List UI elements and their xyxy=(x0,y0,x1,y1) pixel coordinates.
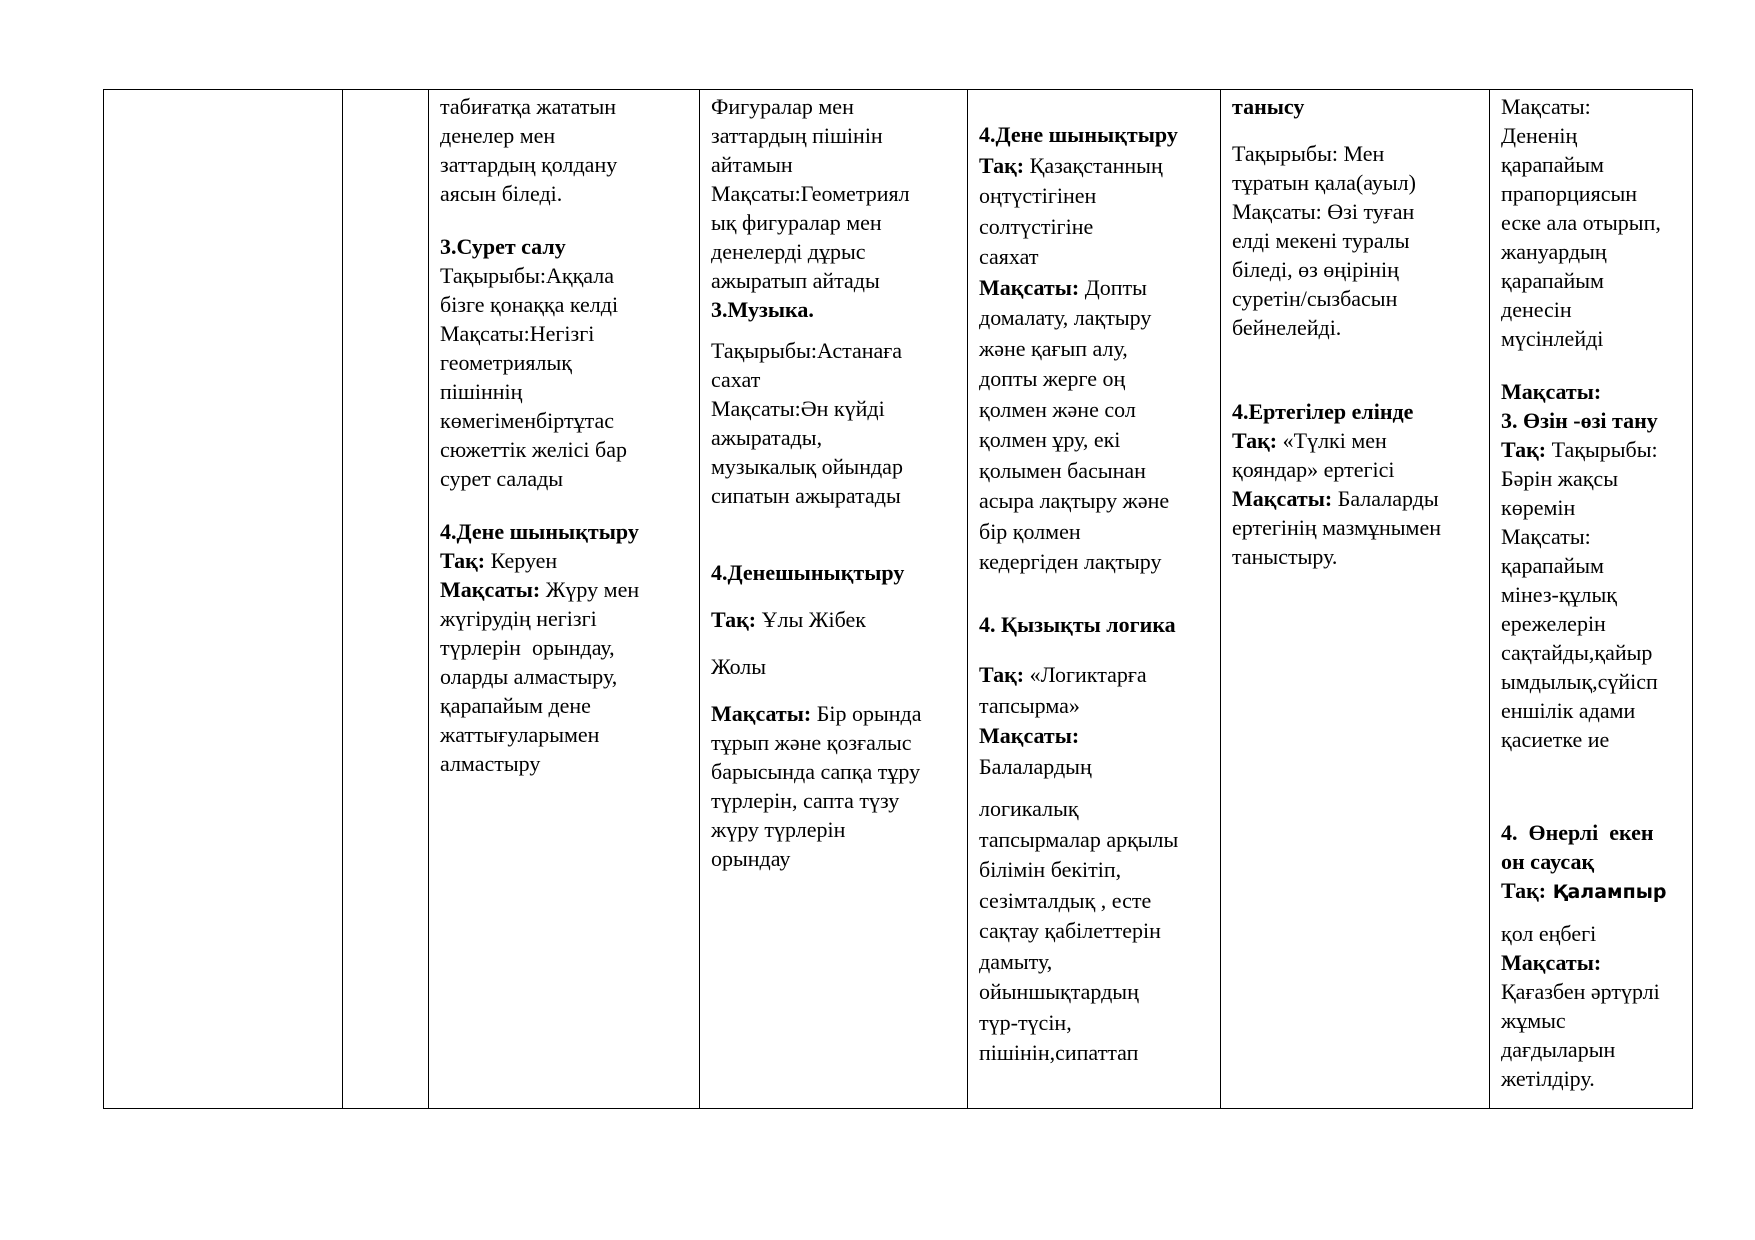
logic-goal-lines xyxy=(979,794,1210,1069)
music-lines xyxy=(711,336,957,510)
text-line: бейнелейді. xyxy=(1232,315,1342,340)
text-line: жетілдіру. xyxy=(1501,1066,1595,1091)
text-line: сипатын ажыратады xyxy=(711,483,901,508)
text-line: Мақсаты: Өзі туған xyxy=(1232,199,1415,224)
text-line: Бәрін жақсы xyxy=(1501,466,1618,491)
text-line: бір қолмен xyxy=(979,518,1081,544)
craft-heading-2: он саусақ xyxy=(1501,849,1595,874)
logic-goal-first: Балалардың xyxy=(979,753,1092,779)
tale-topic-cont: қояндар» ертегісі xyxy=(1232,457,1395,482)
pe-topic-cont: Жолы xyxy=(711,654,767,679)
craft-goal-label: Мақсаты: xyxy=(1501,950,1602,975)
craft-topic-cont: қол еңбегі xyxy=(1501,921,1597,946)
text-line: біледі, өз өңірінің xyxy=(1232,257,1399,282)
text-line: саяхат xyxy=(979,244,1039,269)
table-col-2 xyxy=(343,90,429,1108)
craft-goal-lines xyxy=(1501,977,1684,1093)
text-line: Тақырыбы:Аққала xyxy=(440,263,614,288)
logic-topic-cont: тапсырма» xyxy=(979,692,1080,718)
text-line: көмегіменбіртұтас xyxy=(440,408,615,433)
tale-topic: Тақ: «Түлкі мен xyxy=(1232,428,1387,453)
text-line: дамыту, xyxy=(979,948,1053,974)
text-line: қарапайым xyxy=(1501,152,1604,177)
text-line: жүгірудің негізгі xyxy=(440,606,597,631)
text-line: Мақсаты: xyxy=(1501,94,1591,119)
text-line: елді мекені туралы xyxy=(1232,228,1410,253)
text-line: Мақсаты:Геометриял xyxy=(711,181,910,206)
pe-goal: Мақсаты: Бір орында xyxy=(711,701,922,726)
text-line: денелер мен xyxy=(440,123,556,148)
text-line: заттардың қолдану xyxy=(440,152,618,177)
intro-lines xyxy=(1232,139,1479,342)
text-line: сурет салады xyxy=(440,466,564,491)
text-line: табиғатқа жататын xyxy=(440,94,617,119)
text-line: аясын біледі. xyxy=(440,181,563,206)
text-line: оңтүстігінен xyxy=(979,183,1097,208)
text-line: дағдыларын xyxy=(1501,1037,1616,1062)
text-line: көремін xyxy=(1501,495,1576,520)
text-line: домалату, лақтыру xyxy=(979,305,1152,330)
text-line: Мақсаты:Ән күйді xyxy=(711,396,885,421)
text-line: барысында сапқа тұру xyxy=(711,759,921,784)
pe-goal: Мақсаты: Допты xyxy=(979,274,1147,300)
tale-goal-lines xyxy=(1232,513,1479,571)
text-line: таныстыру. xyxy=(1232,544,1338,569)
craft-heading-1: 4. Өнерлі екен xyxy=(1501,820,1654,845)
text-line: қарапайым xyxy=(1501,268,1604,293)
pe-heading: 4.Дене шынықтыру xyxy=(979,122,1178,147)
text-line: қарапайым дене xyxy=(440,693,591,718)
logic-heading: 4. Қызықты логика xyxy=(979,611,1176,637)
table-col-1 xyxy=(104,90,343,1108)
text-line: пішіннің xyxy=(440,379,523,404)
text-line: тұратын қала(ауыл) xyxy=(1232,170,1416,195)
music-heading: 3.Музыка. xyxy=(711,297,814,322)
text-line: түрлерін, сапта түзу xyxy=(711,788,900,813)
tale-goal: Мақсаты: Балаларды xyxy=(1232,486,1439,511)
pe-topic: Тақ: Ұлы Жібек xyxy=(711,607,866,632)
pe-topic-lines xyxy=(979,181,1210,273)
text-line: ойыншықтардың xyxy=(979,979,1139,1004)
text-line: түр-түсін, xyxy=(979,1009,1072,1035)
text-line: допты жерге оң xyxy=(979,366,1126,391)
col3-intro xyxy=(440,92,689,208)
text-line: асыра лақтыру және xyxy=(979,488,1170,513)
text-line: Қағазбен әртүрлі xyxy=(1501,979,1660,1004)
text-line: пішінін,сипаттап xyxy=(979,1040,1139,1065)
text-line: суретін/сызбасын xyxy=(1232,286,1398,311)
draw-lines xyxy=(440,261,689,493)
text-line: логикалық xyxy=(979,796,1079,821)
text-line: геометриялық xyxy=(440,350,572,375)
self-lines xyxy=(1501,464,1684,754)
text-line: тұрып және қозғалыс xyxy=(711,730,912,755)
text-line: музыкалық ойындар xyxy=(711,454,903,479)
text-line: қолмен және сол xyxy=(979,396,1136,422)
text-line: және қағып алу, xyxy=(979,335,1128,361)
self-topic: Тақ: Тақырыбы: xyxy=(1501,437,1658,462)
pe-topic: Тақ: Керуен xyxy=(440,548,558,573)
text-line: Фигуралар мен xyxy=(711,94,854,119)
text-line: ымдылық,сүйісп xyxy=(1501,669,1658,694)
text-line: мінез-құлық xyxy=(1501,582,1617,607)
text-line: заттардың пішінін xyxy=(711,123,883,148)
tale-heading: 4.Ертегілер елінде xyxy=(1232,399,1414,424)
text-line: Мақсаты:Негізгі xyxy=(440,321,595,346)
text-line: денесін xyxy=(1501,297,1572,322)
text-line: Мақсаты: xyxy=(1501,524,1591,549)
text-line: сақтау қабілеттерін xyxy=(979,918,1161,943)
text-line: жаттығуларымен xyxy=(440,722,600,747)
intro-lines xyxy=(1501,92,1684,353)
text-line: орындау xyxy=(711,846,791,871)
intro-heading: танысу xyxy=(1232,94,1305,119)
text-line: қарапайым xyxy=(1501,553,1604,578)
text-line: білімін бекітіп, xyxy=(979,857,1122,882)
pe-goal-lines xyxy=(979,303,1210,578)
text-line: оларды алмастыру, xyxy=(440,664,618,689)
text-line: ажыратады, xyxy=(711,425,823,450)
table-col-4 xyxy=(700,90,968,1108)
text-line: солтүстігіне xyxy=(979,213,1094,239)
text-line: бізге қонаққа келді xyxy=(440,292,619,317)
text-line: сақтайды,қайыр xyxy=(1501,640,1653,665)
text-line: мүсінлейді xyxy=(1501,326,1604,351)
pe-goal-lines xyxy=(711,728,957,873)
text-line: Дененің xyxy=(1501,123,1578,148)
self-heading: 3. Өзін -өзі тану xyxy=(1501,408,1658,433)
text-line: сюжеттік желісі бар xyxy=(440,437,627,462)
goal-heading: Мақсаты: xyxy=(1501,379,1602,404)
table-col-5 xyxy=(968,90,1221,1108)
text-line: Тақырыбы: Мен xyxy=(1232,141,1385,166)
text-line: тапсырмалар арқылы xyxy=(979,826,1179,852)
text-line: түрлерін орындау, xyxy=(440,635,615,660)
schedule-table xyxy=(103,89,1693,1109)
logic-goal-label: Мақсаты: xyxy=(979,723,1080,748)
col4-intro xyxy=(711,92,957,295)
text-line: ертегінің мазмұнымен xyxy=(1232,515,1441,540)
text-line: прапорциясын xyxy=(1501,181,1638,206)
text-line: сезімталдық , есте xyxy=(979,887,1152,913)
text-line: сахат xyxy=(711,367,761,392)
pe-heading: 4.Дене шынықтыру xyxy=(440,519,639,544)
text-line: жануардың xyxy=(1501,239,1607,264)
text-line: қолымен басынан xyxy=(979,457,1146,483)
draw-heading: 3.Сурет салу xyxy=(440,234,566,259)
text-line: кедергіден лақтыру xyxy=(979,549,1162,574)
pe-heading: 4.Денешынықтыру xyxy=(711,560,905,585)
text-line: еске ала отырып, xyxy=(1501,210,1661,235)
text-line: қасиетке ие xyxy=(1501,727,1610,752)
table-col-7 xyxy=(1490,90,1694,1108)
text-line: ережелерін xyxy=(1501,611,1606,636)
pe-goal-lines xyxy=(440,604,689,778)
text-line: еншілік адами xyxy=(1501,698,1636,723)
text-line: айтамын xyxy=(711,152,793,177)
pe-topic: Тақ: Қазақстанның xyxy=(979,152,1163,178)
text-line: ық фигуралар мен xyxy=(711,210,882,235)
text-line: денелерді дұрыс xyxy=(711,239,866,264)
table-col-6 xyxy=(1221,90,1490,1108)
text-line: жүру түрлерін xyxy=(711,817,846,842)
text-line: ажыратып айтады xyxy=(711,268,880,293)
pe-goal: Мақсаты: Жүру мен xyxy=(440,577,640,602)
table-col-3 xyxy=(429,90,700,1108)
logic-topic: Тақ: «Логиктарға xyxy=(979,662,1147,687)
text-line: қолмен ұру, екі xyxy=(979,427,1121,452)
craft-topic: Тақ: Қалампыр xyxy=(1501,878,1667,903)
text-line: Тақырыбы:Астанаға xyxy=(711,338,903,363)
text-line: алмастыру xyxy=(440,751,541,776)
text-line: жұмыс xyxy=(1501,1008,1566,1033)
